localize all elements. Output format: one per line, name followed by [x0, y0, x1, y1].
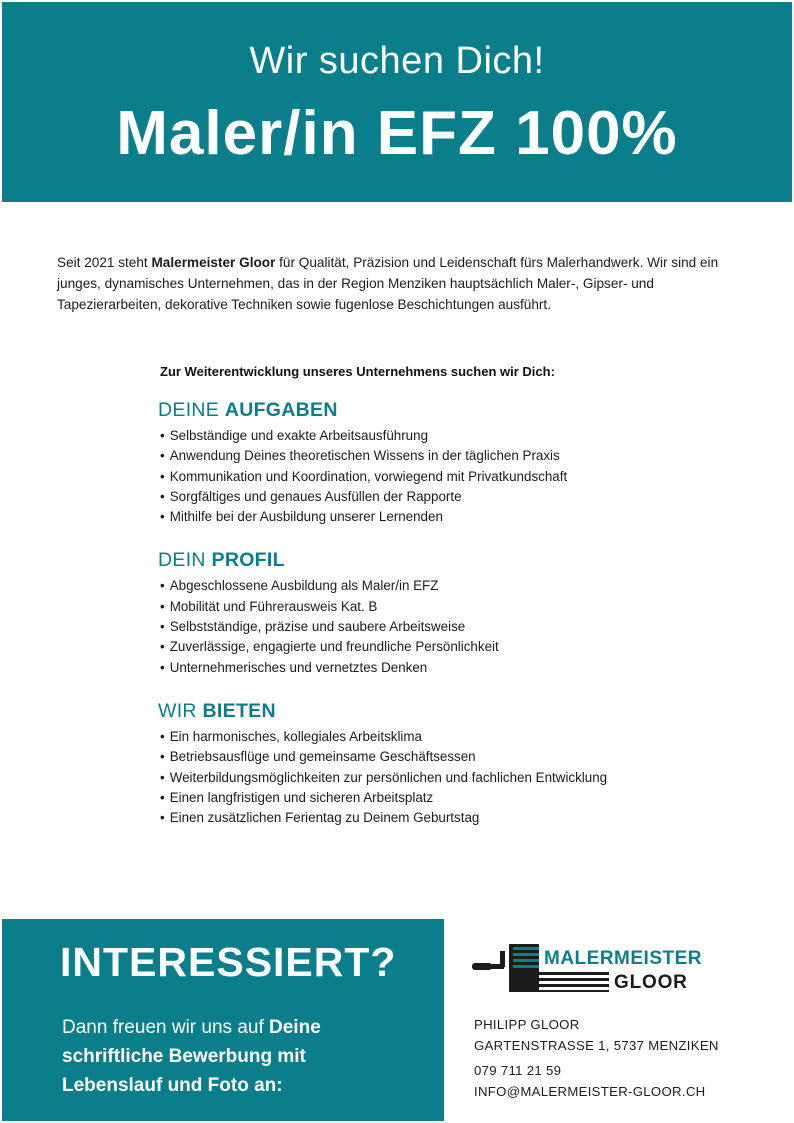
- bieten-list: [158, 727, 718, 828]
- section-prefix: DEIN: [158, 549, 206, 572]
- company-logo: [470, 942, 730, 994]
- cta-text-bold: Deine schriftliche Bewerbung mit Lebenslauf und Foto an:: [62, 1017, 321, 1096]
- profil-list: [158, 576, 718, 677]
- list-item: • Einen langfristigen und sicheren Arbeitsplatz: [158, 788, 718, 808]
- company-name: Malermeister Gloor: [151, 254, 276, 270]
- list-item: • Selbstständige, präzise und saubere Arbeitsweise: [158, 617, 718, 637]
- list-item: • Selbständige und exakte Arbeitsausführung: [158, 426, 718, 446]
- section-keyword: BIETEN: [202, 699, 276, 722]
- list-item: • Betriebsausflüge und gemeinsame Geschäftsessen: [158, 747, 718, 767]
- intro-text-rest: für Qualität, Präzision und Leidenschaft fürs Malerhandwerk. Wir sind ein junges, dynamisches Unternehmen, das in der Region Menziken hauptsächlich Maler-, Gipser- und Tapezierarbeiten, dekorative Techniken sowie fugenlose Beschichtungen ausführt.: [57, 254, 719, 312]
- list-item: • Unternehmerisches und vernetztes Denken: [158, 658, 718, 678]
- list-item: • Ein harmonisches, kollegiales Arbeitsklima: [158, 727, 718, 747]
- call-to-action-box: [2, 919, 444, 1121]
- section-title-aufgaben: [158, 399, 718, 422]
- logo-line1: MALERMEISTER: [544, 948, 702, 969]
- section-prefix: DEINE: [158, 399, 220, 421]
- list-item: • Mobilität und Führerausweis Kat. B: [158, 597, 718, 617]
- cta-heading: INTERESSIERT?: [60, 939, 397, 985]
- job-title: Maler/in EFZ 100%: [116, 99, 678, 168]
- lead-text: Zur Weiterentwicklung unseres Unternehmens suchen wir Dich:: [160, 364, 555, 379]
- section-title-bieten: [158, 700, 718, 723]
- list-item: • Sorgfältiges und genaues Ausfüllen der Rapporte: [158, 487, 718, 507]
- cta-text: [62, 1013, 402, 1100]
- cta-text-plain: Dann freuen wir uns auf: [62, 1017, 270, 1038]
- section-title-profil: [158, 549, 718, 572]
- header-subtitle: Wir suchen Dich!: [249, 40, 545, 82]
- intro-paragraph: [57, 252, 737, 315]
- job-details: [158, 364, 718, 850]
- contact-address: GARTENSTRASSE 1, 5737 MENZIKEN: [474, 1038, 719, 1053]
- header-banner: [2, 2, 792, 202]
- list-item: • Kommunikation und Koordination, vorwiegend mit Privatkundschaft: [158, 467, 718, 487]
- list-item: • Abgeschlossene Ausbildung als Maler/in EFZ: [158, 576, 718, 596]
- contact-phone: 079 711 21 59: [474, 1063, 562, 1078]
- section-keyword: AUFGABEN: [224, 399, 338, 421]
- contact-info: [474, 1014, 719, 1102]
- logo-line2: GLOOR: [614, 972, 688, 993]
- contact-email: INFO@MALERMEISTER-GLOOR.CH: [474, 1084, 706, 1099]
- list-item: • Anwendung Deines theoretischen Wissens in der täglichen Praxis: [158, 446, 718, 466]
- list-item: • Weiterbildungsmöglichkeiten zur persönlichen und fachlichen Entwicklung: [158, 768, 718, 788]
- section-prefix: WIR: [158, 699, 197, 722]
- section-keyword: PROFIL: [211, 549, 285, 572]
- intro-text-start: Seit 2021 steht: [57, 254, 152, 270]
- list-item: • Zuverlässige, engagierte und freundliche Persönlichkeit: [158, 637, 718, 657]
- list-item: • Mithilfe bei der Ausbildung unserer Lernenden: [158, 507, 718, 527]
- contact-name: PHILIPP GLOOR: [474, 1017, 580, 1032]
- aufgaben-list: [158, 426, 718, 527]
- list-item: • Einen zusätzlichen Ferientag zu Deinem Geburtstag: [158, 808, 718, 828]
